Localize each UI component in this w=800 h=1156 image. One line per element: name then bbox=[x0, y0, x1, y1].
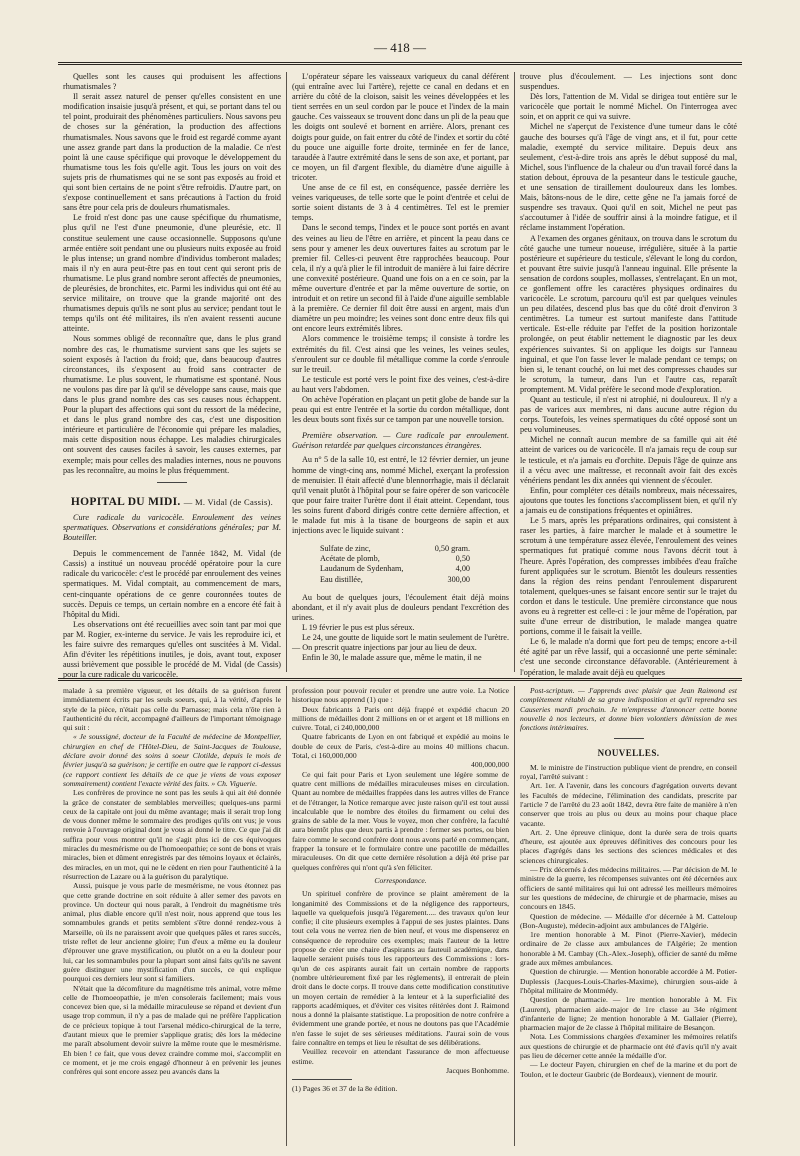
paragraph: Les confrères de province ne sont pas les seuls à qui ait été donnée la grâce de constater de semblables merveilles; quelques-uns parmi ceux de la capitale ont joui du même avantage; mais il serait trop long de vous donner même le sommaire des prodiges qu'ils ont vus; je vous renvoie à l'ouvrage original dont je vous ai donné le titre. Ce que j'ai dit suffira pour vous montrer qu'il ne s'agit plus ici de ces équivoques miracles du mesmérisme ou de l'homoeopathie; ce sont de bons et vrais miracles, bien et dûment enregistrés par des témoins loyaux et éclairés, des miracles, en un mot, qui ne le cèdent en rien pour l'authenticité à la résurrection de Lazare ou à la guérison du paralytique. bbox=[63, 788, 281, 881]
separator bbox=[614, 738, 644, 739]
paragraph: Art. 2. Une épreuve clinique, dont la durée sera de trois quarts d'heure, est ajoutée aux épreuves définitives des concours pour les places d'agrégés dans les sections des sciences médicales et des sciences chirurgicales. bbox=[520, 827, 737, 865]
article-author: — M. Vidal (de Cassis). bbox=[183, 496, 274, 507]
paragraph: Dans le second temps, l'index et le pouce sont portés en avant des veines au lieu de l'être en arrière, et pincent la peau dans ce sens pour y amener les deux ouvertures faites au scrotum par le premier fil. Celles-ci peuvent être rapprochées beaucoup. Pour cela, il n'y a qu'à plier le fil introduit de manière à lui faire décrire une convexité postérieure. Quand une fois on a en ce soin, par la même ouverture d'entrée et par la même ouverture de sortie, on introduit et on retire un second fil à l'aide d'une aiguille semblable à la première. Ce dernier fil doit être aussi en argent, mais d'un diamètre un peu moindre; les veines sont donc entre deux fils qui ont encore leurs extrémités libres. bbox=[292, 223, 509, 334]
recipe-row: Sulfate de zinc, 0,50 gram. bbox=[320, 544, 470, 554]
paragraph: L 19 février le pus est plus séreux. bbox=[302, 622, 415, 632]
paragraph: Michel ne connaît aucun membre de sa famille qui ait été atteint de varices ou de varicocèle. Il n'a jamais reçu de coup sur le testicule, et n'a jamais eu d'orchite. Depuis l'âge de quinze ans il a vécu avec une maîtresse, et reconnaît avoir fait des excès vénériens pendant les dix années qui viennent de s'écouler. bbox=[520, 435, 737, 485]
column-1 bbox=[58, 72, 286, 680]
footnote: (1) Pages 36 et 37 de la 8e édition. bbox=[292, 1084, 398, 1094]
paragraph: Question de pharmacie. — 1re mention honorable à M. Fix (Laurent), pharmacien aide-major de 1re classe au 34e régiment d'infanterie de ligne; 2e mention honorable à M. Gallaier (Pierre), pharmacien major de 2e classe à l'hôpital militaire de Besançon. bbox=[520, 995, 737, 1033]
paragraph: Enfin, pour compléter ces détails nombreux, mais nécessaires, ajoutons que toutes les fonctions s'accomplissent bien, et qu'il n'y a jamais eu de constipations fréquentes et opiniâtres. bbox=[520, 485, 737, 516]
feuilleton-double-rule bbox=[58, 678, 742, 681]
paragraph: M. le ministre de l'instruction publique vient de prendre, en conseil royal, l'arrêté suivant : bbox=[520, 762, 737, 782]
paragraph: — Le docteur Payen, chirurgien en chef de la marine et du port de Toulon, et le docteur Gaubric (de Bordeaux), viennent de mourir. bbox=[520, 1060, 737, 1079]
article-subtitle: Cure radicale du varicocèle. Enroulement des veines spermatiques. Observations et considérations générales; par M. Bouteiller. bbox=[63, 512, 281, 543]
paragraph: L'opérateur sépare les vaisseaux variqueux du canal déférent (qui entraîne avec lui l'artère), rejette ce canal en dedans et en arrière du côté de la cloison, saisit les veines développées et les tient serrées en un seul cordon par le pouce et l'index de la main gauche. Ces vaisseaux se trouvent donc dans un pli de la peau que les doigts ont soulevé et bornent en arrière. Alors, prenant ces doigts pour guide, on fait entrer du côté de l'index et sortir du côté du pouce une aiguille forte droite, terminée en fer de lance, taraudée à l'autre extrémité dans le sens de son axe, et portant, par ce moyen, un fil d'argent flexible, du diamètre d'une aiguille à tricoter. bbox=[292, 72, 509, 182]
paragraph: Le 5 mars, après les préparations ordinaires, qui consistent à raser les parties, à faire marcher le malade et à soumettre le scrotum à une température assez élevée, l'enroulement des veines spermatiques fut pratiqué comme nous l'avons décrit tout à l'heure. Après l'opération, des compresses imbibées d'eau fraîche furent appliquées sur le scrotum. Bientôt les douleurs ressenties dans la région des reins pendant l'enroulement disparurent totalement, quelques-unes se faisant encore sentir sur le trajet du cordon et dans le testicule. Une première circonstance que nous avons eu à regretter est celle-ci : le jour même de l'opération, par suite d'une erreur de distribution, le malade mangea quatre portions, comme il le faisait la veille. bbox=[520, 516, 737, 637]
paragraph: — Prix décernés à des médecins militaires. — Par décision de M. le ministre de la guerre, les récompenses suivantes ont été décernées aux officiers de santé militaires qui lui ont adressé les meilleurs mémoires sur les questions de médecine, de chirurgie et de pharmacie, mises au concours en 1845. bbox=[520, 865, 737, 912]
paragraph: Au n° 5 de la salle 10, est entré, le 12 février dernier, un jeune homme de vingt-cinq ans, nommé Michel, exerçant la profession de menuisier. Il était affecté d'une blennorrhagie, mais il déclarait qu'il venait plutôt à l'hôpital pour se faire opérer de son varicocèle que pour faire traiter l'urètre dont il était atteint. Cependant, tous les soins furent d'abord dirigés contre cette dernière affection, et le malade fut mis à la tisane de bourgeons de sapin et aux injections avec le liquide suivant : bbox=[292, 455, 509, 536]
paragraph: Alors commence le troisième temps; il consiste à tordre les extrémités du fil. C'est ainsi que les veines, les veines seules, s'enroulent sur ce double fil métallique comme la corde s'enroule sur le treuil. bbox=[292, 334, 509, 374]
paragraph: Michel ne s'aperçut de l'existence d'une tumeur dans le côté gauche des bourses qu'à l'âge de vingt ans, et il fut, pour cette maladie, exempté du service militaire. Depuis deux ans seulement, c'est-à-dire trois ans après le début supposé du mal, Michel, sous l'influence de la chaleur ou d'un travail forcé dans la station debout, éprouva de la pesanteur dans le testicule gauche, et une sensation de tiraillement douloureux dans les lombes. Mais, bâtons-nous de le dire, cette gêne ne l'a jamais forcé de suspendre ses travaux. Quoi qu'il en soit, Michel ne peut pas s'accoutumer à l'idée de souffrir ainsi à la moindre fatigue, et il réclame instamment l'opération. bbox=[520, 122, 737, 233]
paragraph: Aussi, puisque je vous parle de mesmérisme, ne vous étonnez pas que cette grande doctrine en soit réduite à aller semer des pavots en province. Un docteur qui nous paraît, à l'endroit du magnétisme très animal, plus diable encore qu'il n'est noir, nous apprend que tous les somnambules grands et petits semblent s'être donné rendez-vous à Marseille, où ils ne paraissent avoir que quelques pâles et rares succès, triste reflet de leur ancienne gloire; l'un d'eux a même eu la douleur d'éprouver une grave mystification, ou plutôt on a eu la douleur pour lui, car les somnambules pour la plupart sont ainsi faits qu'ils ne savent guère distinguer une mystification d'un succès, ce qui explique pourquoi ces derniers leur sont si familiers. bbox=[63, 881, 281, 984]
footnote-rule bbox=[292, 1079, 352, 1080]
paragraph: profession pour pouvoir reculer et prendre une autre voie. La Notice historique nous apprend (1) que : bbox=[292, 686, 509, 705]
column-3 bbox=[514, 72, 742, 677]
feuilleton-column-2 bbox=[286, 686, 514, 1146]
paragraph: trouve plus d'écoulement. — Les injections sont donc suspendues. bbox=[520, 72, 737, 92]
paragraph: Enfin le 30, le malade assure que, même le matin, il ne bbox=[302, 653, 482, 663]
article-title-text: HOPITAL DU MIDI. bbox=[70, 495, 181, 508]
signature: Jacques Bonhomme. bbox=[446, 1065, 509, 1075]
news-title: NOUVELLES. bbox=[597, 748, 660, 759]
paragraph: Dès lors, l'attention de M. Vidal se dirigea tout entière sur le varicocèle que portait le nommé Michel. On l'interrogea avec soin, et on apprit ce qui va suivre. bbox=[520, 92, 737, 122]
paragraph: On achève l'opération en plaçant un petit globe de bande sur la peau qui est entre l'entrée et la sortie du cordon métallique, dont les deux bouts sont fixés sur ce tampon par une nouvelle torsion. bbox=[292, 395, 509, 425]
paragraph: A l'examen des organes génitaux, on trouva dans le scrotum du côté gauche une tumeur noueuse, irrégulière, située à la partie postérieure et supérieure du testicule, s'élevant le long du cordon, et pouvant être suivie jusqu'à l'anneau inguinal. Elle présente la sensation de cordons souples, mollasses, s'entrelaçant. En un mot, ce gonflement offre les caractères physiques ordinaires du varicocèle. Le scrotum, parcouru qu'il est par quelques veinules un peu dilatées, descend plus bas que du côté droit d'environ 3 centimètres. La tumeur est surtout manifeste dans l'attitude verticale. Est-elle réduite par l'effet de la position horizontale prolongée, on peut établir nettement le diagnostic par les deux expériences suivantes. Si on applique les doigts sur l'anneau inguinal, et que l'on fasse lever le malade pendant ce temps; on bien si, le tenant couché, on lui met des compresses chaudes sur le scrotum, la tumeur, dans l'un et l'autre cas, reparaît promptement. M. Vidal préfère le second mode d'exploration. bbox=[520, 233, 737, 394]
feuilleton-column-3 bbox=[514, 686, 742, 1146]
feuilleton-columns bbox=[58, 686, 742, 1146]
recipe-row: Laudanum de Sydenham, 4,00 bbox=[320, 564, 470, 574]
paragraph: Les observations ont été recueillies avec soin tant par moi que par M. Rogier, ex-interne du service. Je vais les reproduire ici, et les faire suivre des remarques qu'elles ont suscitées à M. Vidal. Afin d'éviter les répétitions inutiles, je dois, avant tout, exposer aussi brièvement que possible le procédé de M. Vidal (de Cassis) pour la cure radicale du varicocèle. bbox=[63, 619, 281, 680]
paragraph: Quatre fabricants de Lyon en ont fabriqué et expédié au moins le double de ceux de Paris, c'est-à-dire au moins 40 millions chacun. Total, ci 160,000,000 bbox=[292, 732, 509, 761]
paragraph: Deux fabricants à Paris ont déjà frappé et expédié chacun 20 millions de médailles dont 2 millions en or et argent et 18 millions en cuivre. Total, ci 240,000,000 bbox=[292, 704, 509, 733]
recipe-row: Eau distillée, 300,00 bbox=[320, 574, 470, 584]
paragraph: Il serait assez naturel de penser qu'elles consistent en une modification insaisie jusqu'à présent, et qui, se portant dans tel ou tel point, produirait des phénomènes particuliers. Nous savons peu de choses sur la génération, la production des affections rhumatismales. Nous savons que le froid est regardé comme ayant une assez grande part dans la production de la maladie. Ce n'est point là une cause spécifique qui provoque le développement du rhumatisme tous les fois qu'elle agit. Tous les jours on voit des sujets pris de rhumatismes qui ne se sont pas exposés au froid et qui sont bien certains de ne point s'être refroidis. D'autre part, on s'expose continuellement et sans précautions à l'action du froid sans être pour cela pris de douleurs rhumatismales. bbox=[63, 92, 281, 213]
paragraph: Question de médecine. — Médaille d'or décernée à M. Catteloup (Bon-Auguste), médecin-adjoint aux ambulances de l'Algérie. bbox=[520, 911, 737, 930]
paragraph: Ce qui fait pour Paris et Lyon seulement une légère somme de quatre cent millions de médailles miraculeuses mises en circulation. Quant au nombre de médailles frappées dans les autres villes de France et de l'étranger, la Notice remarque avec juste raison qu'il est tout aussi incalculable que le nombre des étoiles du firmament ou celui des grains de sable de la mer. Vous le voyez, mon cher confrère, la faculté aura bientôt plus que deux partis à prendre : fermer ses portes, ou bien faire comme le second confrère dont nous avons parlé en commençant, frapper la tonsure et le formulaire contre une pacotille de médailles miraculeuses. On dit que cette dernière résolution a déjà été prise par quelques confrères qui n'ont qu'à s'en féliciter. bbox=[292, 769, 509, 872]
top-double-rule bbox=[58, 62, 742, 65]
observation-title: Première observation. — Cure radicale par enroulement. Guérison retardée par quelques circonstances étrangères. bbox=[292, 431, 509, 451]
separator bbox=[157, 482, 187, 483]
paragraph: Le testicule est porté vers le point fixe des veines, c'est-à-dire au haut vers l'abdomen. bbox=[292, 374, 509, 394]
paragraph: Question de chirurgie. — Mention honorable accordée à M. Potier-Duplessis (Jacques-Louis-Charles-Maxime), chirurgien sous-aide à l'hôpital militaire de Montmédy. bbox=[520, 967, 737, 995]
total-line: 400,000,000 bbox=[471, 760, 509, 770]
paragraph: N'était que la décomfiture du magnétisme très animal, votre même celle de l'homoeopathie, je m'en consolerais facilement; mais vous concevez bien que, si la médaille miraculeuse se répand et devient d'un usage trop commun, il n'y a pas de malade qui ne préfère l'application de ce précieux topique à tout l'arsenal médico-chirurgical de la terre, d'autant mieux que le premier s'applique gratis; dès lors la médecine me paraît absolument devoir suivre la même route que le mesmérisme. Eh bien ! ce fait, que vous devez craindre comme moi, s'accomplit en ce moment, et je me crois engagé d'honneur à en prévenir les jeunes confrères qui sont encore assez peu avancés dans la bbox=[63, 983, 281, 1077]
recipe-row: Acétate de plomb, 0,50 bbox=[320, 554, 470, 564]
paragraph: Art. 1er. A l'avenir, dans les concours d'agrégation ouverts devant les Facultés de médecine, l'élimination des candidats, prescrite par l'article 7 de l'arrêté du 23 août 1842, devra être faite de manière à n'en conserver que trois au plus ou deux au moins pour chaque place vacante. bbox=[520, 781, 737, 828]
paragraph: Quant au testicule, il n'est ni atrophié, ni douloureux. Il n'y a pas de varices aux membres, ni dans aucune autre région du corps. Toutefois, les veines spermatiques du côté opposé sont un peu volumineuses. bbox=[520, 395, 737, 435]
column-2 bbox=[286, 72, 514, 672]
feuilleton-column-1 bbox=[58, 686, 286, 1146]
paragraph: malade à sa première vigueur, et les détails de sa guérison furent immédiatement écrits par les seuls soeurs, qui, à la vérité, d'après le style de la pièce, n'était pas celle du Parnasse; mais cela n'ôte rien à l'authenticité du récit, accompagné d'ailleurs de l'important témoignage qui suit : bbox=[63, 686, 281, 733]
paragraph: Veuillez recevoir en attendant l'assurance de mon affectueuse estime. bbox=[292, 1047, 509, 1066]
paragraph: Depuis le commencement de l'année 1842, M. Vidal (de Cassis) a institué un nouveau procédé opératoire pour la cure radicale du varicocèle: c'est le procédé par enroulement des veines spermatiques. M. Vidal comptait, au commencement de mars, cent-cinquante opérations de ce genre couronnées toutes de succès. Depuis ce temps, un certain nombre en a encore été fait à l'hôpital du Midi. bbox=[63, 549, 281, 619]
paragraph: « Je soussigné, docteur de la Faculté de médecine de Montpellier, chirurgien en chef de l'Hôtel-Dieu, de Saint-Jacques de Toulouse, déclare avoir donné des soins à soeur Clotilde, depuis le mois de février jusqu'à sa guérison; je certifie en outre que le rapport ci-dessus (ce rapport contient les détails de ce que je viens de vous exposer sommairement) contient l'exacte vérité des faits. » Ch. Viguerie. bbox=[63, 732, 281, 788]
paragraph: Quelles sont les causes qui produisent les affections rhumatismales ? bbox=[63, 72, 281, 92]
paragraph: Le froid n'est donc pas une cause spécifique du rhumatisme, plus qu'il ne l'est d'une pneumonie, d'une pleurésie, etc. Il constitue seulement une cause occasionnelle. Supposons qu'une armée entière soit pendant une ou plusieurs nuits exposée au froid le plus intense; un grand nombre d'individus tomberont malades; mais il n'y en aura peut-être pas en tout cent qui seront pris de rhumatisme. Le plus grand nombre seront affectés de pneumonies, de pleurésies, de bronchites, etc. Parmi les individus qui ont été au service militaire, on trouve que la grande majorité ont des rhumatismes depuis qu'ils ne sont plus au service; pendant tout le temps qu'ils ont été militaires, ils n'en avaient ressenti aucune atteinte. bbox=[63, 213, 281, 334]
upper-columns bbox=[58, 72, 742, 680]
recipe bbox=[320, 544, 509, 584]
paragraph: Le 6, le malade n'a dormi que fort peu de temps; encore a-t-il été agité par un rêve lassif, qui a occasionné une perte séminale: c'est une seconde circonstance défavorable. (Antérieurement à l'opération, le malade avait déjà eu quelques bbox=[520, 637, 737, 677]
paragraph: Une anse de ce fil est, en conséquence, passée derrière les veines variqueuses, de telle sorte que le point d'entrée et celui de sortie soient distants de 3 à 4 centimètres. Tel est le premier temps. bbox=[292, 183, 509, 223]
paragraph: Au bout de quelques jours, l'écoulement était déjà moins abondant, et il n'y avait plus de douleurs pendant l'excrétion des urines. bbox=[292, 592, 509, 622]
paragraph: Nous sommes obligé de reconnaître que, dans le plus grand nombre des cas, le rhumatisme survient sans que les sujets se soient exposés à l'action du froid; que, dans beaucoup d'autres circonstances, ils s'exposent au froid sans contracter de rhumatisme. Le plus souvent, le rhumatisme est spontané. Nous ne voulons pas dire par là qu'il se développe sans cause, mais que dans le plus grand nombre des cas ses causes nous échappent. Pour la plupart des affections qui sont du ressort de la médecine, et dans le plus grand nombre des cas, c'est une disposition intérieure et particulière de l'économie qui prépare les maladies, mais cette disposition nous échappe. Les maladies chirurgicales ont souvent des causes faciles à savoir, les causes externes, par exemple; mais pour celles des maladies internes, nous ne pouvons pas les reconnaître, au moins le plus fréquemment. bbox=[63, 334, 281, 475]
paragraph: Post-scriptum. — J'apprends avec plaisir que Jean Raimond est complètement rétabli de sa grave indisposition et qu'il reprendra ses Causeries mardi prochain. Je m'empresse d'annoncer cette bonne nouvelle à nos lecteurs, et donne bien volontiers démission de mes fonctions intérimaires. bbox=[520, 686, 737, 733]
paragraph: 1re mention honorable à M. Pinot (Pierre-Xavier), médecin ordinaire de 2e classe aux ambulances de l'Algérie; 2e mention honorable à M. Cambay (Ch.-Alex.-Joseph), officier de santé du même grade aux mêmes ambulances. bbox=[520, 930, 737, 968]
paragraph: Un spirituel confrère de province se plaint amèrement de la longanimité des Commissions et de la négligence des rapporteurs, laquelle va quelquefois jusqu'à l'égarement..... des travaux qu'on leur confie; il cite plusieurs exemples à l'appui de ses justes plaintes. Dans tout cela vous ne verrez rien de bien neuf, et vous me dispenserez en conséquence de reproduire ces exemples; mais l'auteur de la lettre propose de créer une chaire d'aspirants au fauteuil académique, dans laquelle seraient puisés tous les rapporteurs des Commissions : lors-qu'un de ces aspirants aurait fait un certain nombre de rapports (nombre ultérieurement fixé par les règlements), il entrerait de plein droit dans le docte corps. Il trouve dans cette modification constitutive un moyen certain de remédier à la lenteur et à la superficialité des rapports académiques, et d'éviter ces visites réitérées dont J. Raimond nous a donné la plaisante statistique. La proposition de notre confrère a évidemment une grande portée, et nous ne doutons pas que l'Académie n'en fasse le sujet de ses sérieuses méditations. J'aurai soin de vous faire connaître en temps et lieu le résultat de ses délibérations. bbox=[292, 889, 509, 1047]
article-title bbox=[63, 497, 281, 507]
paragraph: Le 24, une goutte de liquide sort le matin seulement de l'urètre. — On prescrit quatre injections par jour au lieu de deux. bbox=[292, 632, 509, 653]
page-number: — 418 — bbox=[374, 40, 426, 55]
correspondance-title: Correspondance. bbox=[374, 875, 427, 885]
paragraph: Nota. Les Commissions chargées d'examiner les mémoires relatifs aux questions de chirurgie et de pharmacie ont été d'avis qu'il n'y avait pas lieu de décerner cette année la médaille d'or. bbox=[520, 1032, 737, 1060]
